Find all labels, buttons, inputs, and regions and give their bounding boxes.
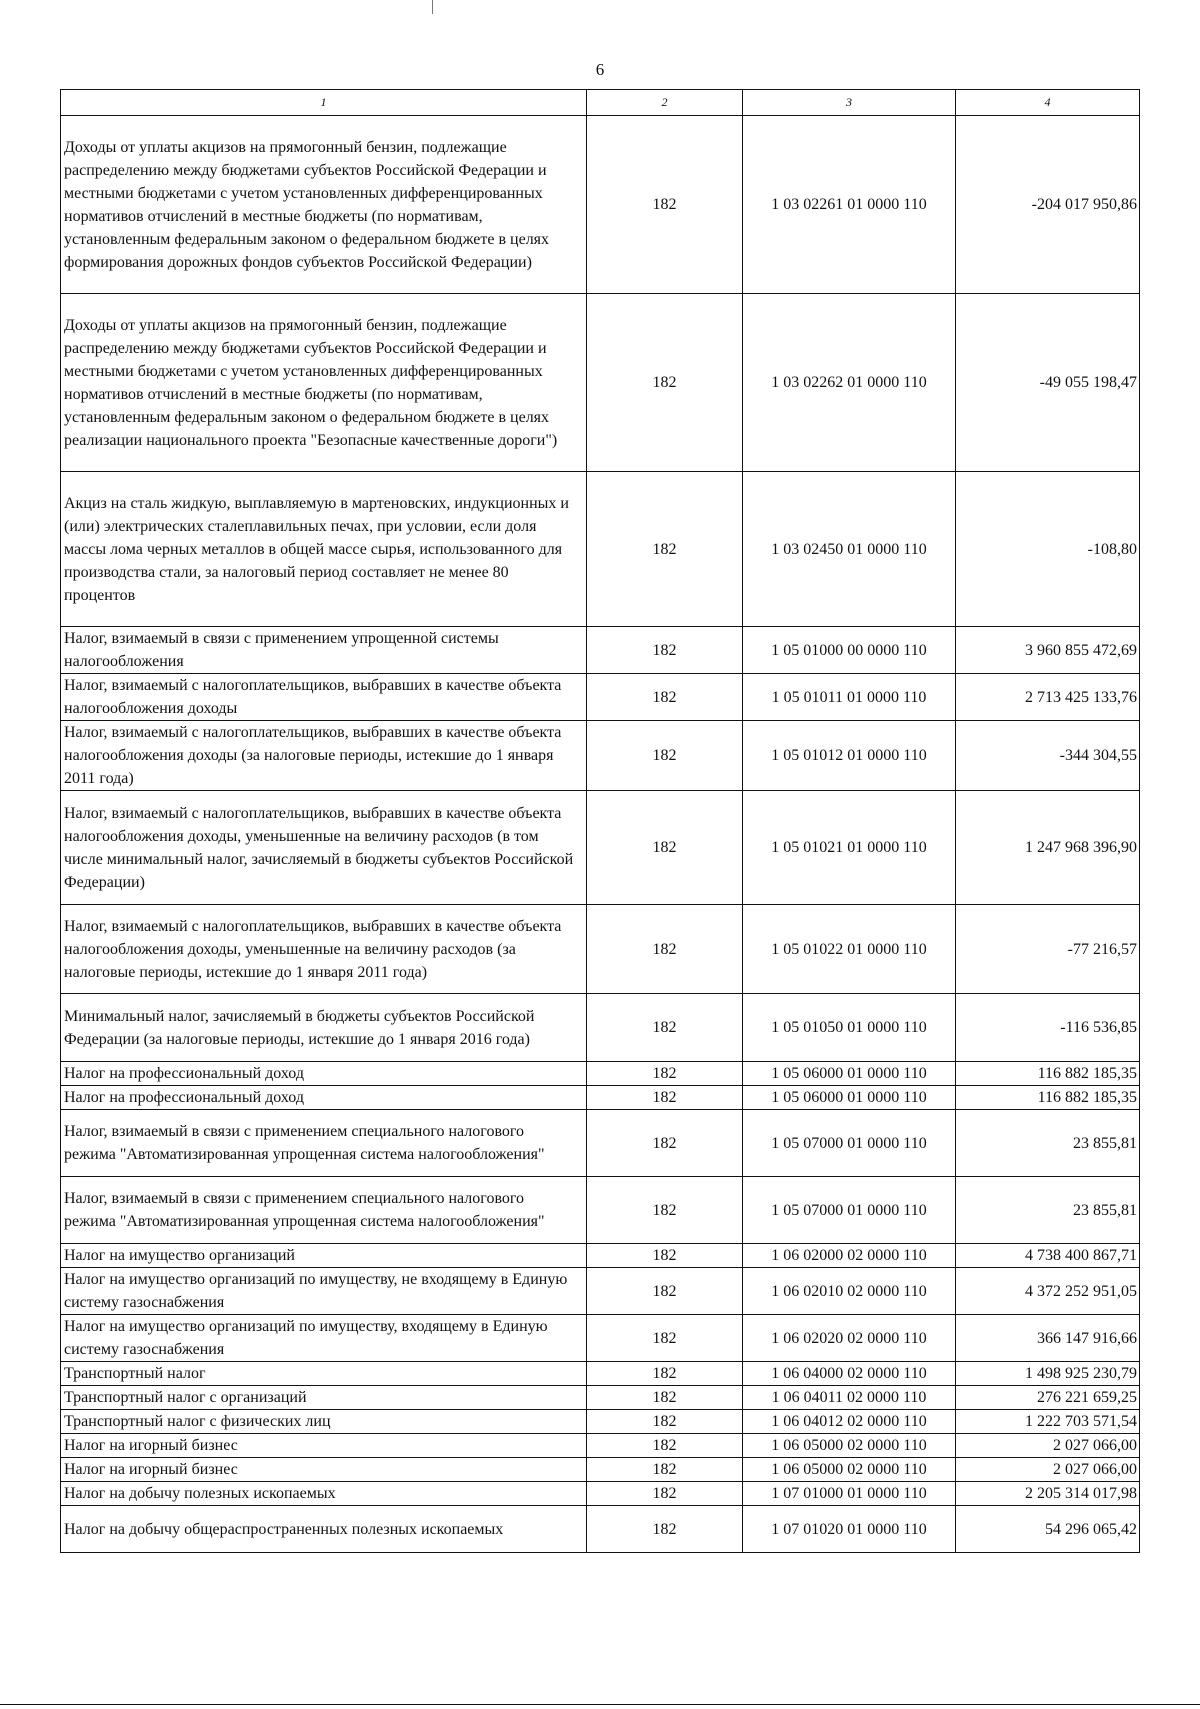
table-row — [61, 1362, 1140, 1386]
row-budget-code: 1 06 04012 02 0000 110 — [743, 1410, 956, 1434]
row-name: Транспортный налог с физических лиц — [61, 1410, 587, 1434]
row-amount: 116 882 185,35 — [956, 1062, 1140, 1086]
row-admin-code: 182 — [587, 1110, 743, 1177]
bottom-rule — [0, 1704, 1200, 1705]
row-budget-code: 1 05 01021 01 0000 110 — [743, 791, 956, 905]
table-row — [61, 791, 1140, 905]
row-name: Акциз на сталь жидкую, выплавляемую в мартеновских, индукционных и (или) электрических сталеплавильных печах, при условии, если доля массы лома черных металлов в общей массе сырья, использованного для производства стали, за налоговый период составляет не менее 80 процентов — [61, 472, 587, 627]
row-name: Налог на имущество организаций по имуществу, входящему в Единую систему газоснабжения — [61, 1315, 587, 1362]
row-name: Налог на игорный бизнес — [61, 1458, 587, 1482]
row-budget-code: 1 06 02000 02 0000 110 — [743, 1244, 956, 1268]
row-budget-code: 1 05 06000 01 0000 110 — [743, 1086, 956, 1110]
table-row — [61, 1315, 1140, 1362]
row-admin-code: 182 — [587, 1315, 743, 1362]
row-budget-code: 1 05 01000 00 0000 110 — [743, 627, 956, 674]
row-budget-code: 1 06 02020 02 0000 110 — [743, 1315, 956, 1362]
row-admin-code: 182 — [587, 674, 743, 721]
table-row — [61, 1386, 1140, 1410]
row-name: Налог, взимаемый в связи с применением специального налогового режима "Автоматизированная упрощенная система налогообложения" — [61, 1177, 587, 1244]
row-amount: -344 304,55 — [956, 721, 1140, 791]
row-amount: 2 027 066,00 — [956, 1458, 1140, 1482]
row-admin-code: 182 — [587, 294, 743, 472]
row-amount: -116 536,85 — [956, 994, 1140, 1062]
row-name: Налог на имущество организаций по имуществу, не входящему в Единую систему газоснабжения — [61, 1268, 587, 1315]
row-name: Минимальный налог, зачисляемый в бюджеты субъектов Российской Федерации (за налоговые периоды, истекшие до 1 января 2016 года) — [61, 994, 587, 1062]
row-admin-code: 182 — [587, 1410, 743, 1434]
row-name: Налог на профессиональный доход — [61, 1086, 587, 1110]
row-budget-code: 1 07 01020 01 0000 110 — [743, 1506, 956, 1553]
row-amount: 2 713 425 133,76 — [956, 674, 1140, 721]
row-name: Налог, взимаемый в связи с применением упрощенной системы налогообложения — [61, 627, 587, 674]
row-admin-code: 182 — [587, 627, 743, 674]
table-row — [61, 1268, 1140, 1315]
scan-edge-mark — [432, 0, 433, 14]
row-amount: 4 372 252 951,05 — [956, 1268, 1140, 1315]
row-admin-code: 182 — [587, 1362, 743, 1386]
row-budget-code: 1 06 04000 02 0000 110 — [743, 1362, 956, 1386]
row-admin-code: 182 — [587, 1506, 743, 1553]
row-admin-code: 182 — [587, 1177, 743, 1244]
row-name: Налог, взимаемый с налогоплательщиков, выбравших в качестве объекта налогообложения доходы — [61, 674, 587, 721]
row-budget-code: 1 06 05000 02 0000 110 — [743, 1434, 956, 1458]
header-col-3: 3 — [743, 90, 956, 116]
row-admin-code: 182 — [587, 1434, 743, 1458]
table-row — [61, 116, 1140, 294]
row-amount: -108,80 — [956, 472, 1140, 627]
page-number: 6 — [595, 60, 605, 79]
row-amount: 366 147 916,66 — [956, 1315, 1140, 1362]
header-col-2: 2 — [587, 90, 743, 116]
row-name: Налог, взимаемый с налогоплательщиков, выбравших в качестве объекта налогообложения доходы, уменьшенные на величину расходов (в том числе минимальный налог, зачисляемый в бюджеты субъектов Российской Федерации) — [61, 791, 587, 905]
row-name: Налог, взимаемый в связи с применением специального налогового режима "Автоматизированная упрощенная система налогообложения" — [61, 1110, 587, 1177]
row-name: Доходы от уплаты акцизов на прямогонный бензин, подлежащие распределению между бюджетами субъектов Российской Федерации и местными бюджетами с учетом установленных дифференцированных нормативов отчислений в местные бюджеты (по нормативам, установленным федеральным законом о федеральном бюджете в целях реализации национального проекта "Безопасные качественные дороги") — [61, 294, 587, 472]
row-admin-code: 182 — [587, 1458, 743, 1482]
table-row — [61, 905, 1140, 994]
table-row — [61, 721, 1140, 791]
row-amount: -49 055 198,47 — [956, 294, 1140, 472]
row-name: Налог на имущество организаций — [61, 1244, 587, 1268]
row-admin-code: 182 — [587, 1244, 743, 1268]
row-budget-code: 1 03 02262 01 0000 110 — [743, 294, 956, 472]
header-col-4: 4 — [956, 90, 1140, 116]
table-row — [61, 294, 1140, 472]
row-budget-code: 1 05 07000 01 0000 110 — [743, 1110, 956, 1177]
row-budget-code: 1 05 01011 01 0000 110 — [743, 674, 956, 721]
row-name: Транспортный налог — [61, 1362, 587, 1386]
row-amount: 23 855,81 — [956, 1177, 1140, 1244]
table-row — [61, 674, 1140, 721]
header-col-1: 1 — [61, 90, 587, 116]
table-row — [61, 1458, 1140, 1482]
table-body — [61, 116, 1140, 1553]
row-amount: 116 882 185,35 — [956, 1086, 1140, 1110]
row-name: Транспортный налог с организаций — [61, 1386, 587, 1410]
header-row — [61, 90, 1140, 116]
row-name: Доходы от уплаты акцизов на прямогонный бензин, подлежащие распределению между бюджетами субъектов Российской Федерации и местными бюджетами с учетом установленных дифференцированных нормативов отчислений в местные бюджеты (по нормативам, установленным федеральным законом о федеральном бюджете в целях формирования дорожных фондов субъектов Российской Федерации) — [61, 116, 587, 294]
row-amount: 1 222 703 571,54 — [956, 1410, 1140, 1434]
row-name: Налог на добычу полезных ископаемых — [61, 1482, 587, 1506]
row-admin-code: 182 — [587, 1482, 743, 1506]
table-row — [61, 1482, 1140, 1506]
row-amount: 4 738 400 867,71 — [956, 1244, 1140, 1268]
row-budget-code: 1 05 07000 01 0000 110 — [743, 1177, 956, 1244]
row-admin-code: 182 — [587, 721, 743, 791]
table-row — [61, 1110, 1140, 1177]
row-budget-code: 1 03 02450 01 0000 110 — [743, 472, 956, 627]
row-amount: 23 855,81 — [956, 1110, 1140, 1177]
revenue-table — [60, 89, 1140, 1553]
row-name: Налог, взимаемый с налогоплательщиков, выбравших в качестве объекта налогообложения доходы, уменьшенные на величину расходов (за налоговые периоды, истекшие до 1 января 2011 года) — [61, 905, 587, 994]
row-admin-code: 182 — [587, 1386, 743, 1410]
row-name: Налог, взимаемый с налогоплательщиков, выбравших в качестве объекта налогообложения доходы (за налоговые периоды, истекшие до 1 января 2011 года) — [61, 721, 587, 791]
row-budget-code: 1 06 04011 02 0000 110 — [743, 1386, 956, 1410]
row-amount: 276 221 659,25 — [956, 1386, 1140, 1410]
row-budget-code: 1 05 06000 01 0000 110 — [743, 1062, 956, 1086]
table-row — [61, 1062, 1140, 1086]
row-budget-code: 1 05 01022 01 0000 110 — [743, 905, 956, 994]
table-row — [61, 1410, 1140, 1434]
row-budget-code: 1 03 02261 01 0000 110 — [743, 116, 956, 294]
row-budget-code: 1 05 01050 01 0000 110 — [743, 994, 956, 1062]
table-row — [61, 1434, 1140, 1458]
row-budget-code: 1 06 05000 02 0000 110 — [743, 1458, 956, 1482]
table-row — [61, 1506, 1140, 1553]
row-admin-code: 182 — [587, 791, 743, 905]
table-row — [61, 1177, 1140, 1244]
row-amount: 3 960 855 472,69 — [956, 627, 1140, 674]
table-row — [61, 1086, 1140, 1110]
row-amount: -77 216,57 — [956, 905, 1140, 994]
row-admin-code: 182 — [587, 1086, 743, 1110]
row-amount: 54 296 065,42 — [956, 1506, 1140, 1553]
row-admin-code: 182 — [587, 1062, 743, 1086]
row-amount: -204 017 950,86 — [956, 116, 1140, 294]
row-admin-code: 182 — [587, 994, 743, 1062]
row-name: Налог на добычу общераспространенных полезных ископаемых — [61, 1506, 587, 1553]
row-admin-code: 182 — [587, 116, 743, 294]
row-amount: 2 205 314 017,98 — [956, 1482, 1140, 1506]
row-amount: 1 498 925 230,79 — [956, 1362, 1140, 1386]
row-amount: 2 027 066,00 — [956, 1434, 1140, 1458]
table-row — [61, 994, 1140, 1062]
row-budget-code: 1 06 02010 02 0000 110 — [743, 1268, 956, 1315]
row-admin-code: 182 — [587, 905, 743, 994]
row-name: Налог на профессиональный доход — [61, 1062, 587, 1086]
table-row — [61, 472, 1140, 627]
row-admin-code: 182 — [587, 472, 743, 627]
row-name: Налог на игорный бизнес — [61, 1434, 587, 1458]
row-budget-code: 1 07 01000 01 0000 110 — [743, 1482, 956, 1506]
row-budget-code: 1 05 01012 01 0000 110 — [743, 721, 956, 791]
row-amount: 1 247 968 396,90 — [956, 791, 1140, 905]
table-row — [61, 627, 1140, 674]
table-row — [61, 1244, 1140, 1268]
row-admin-code: 182 — [587, 1268, 743, 1315]
